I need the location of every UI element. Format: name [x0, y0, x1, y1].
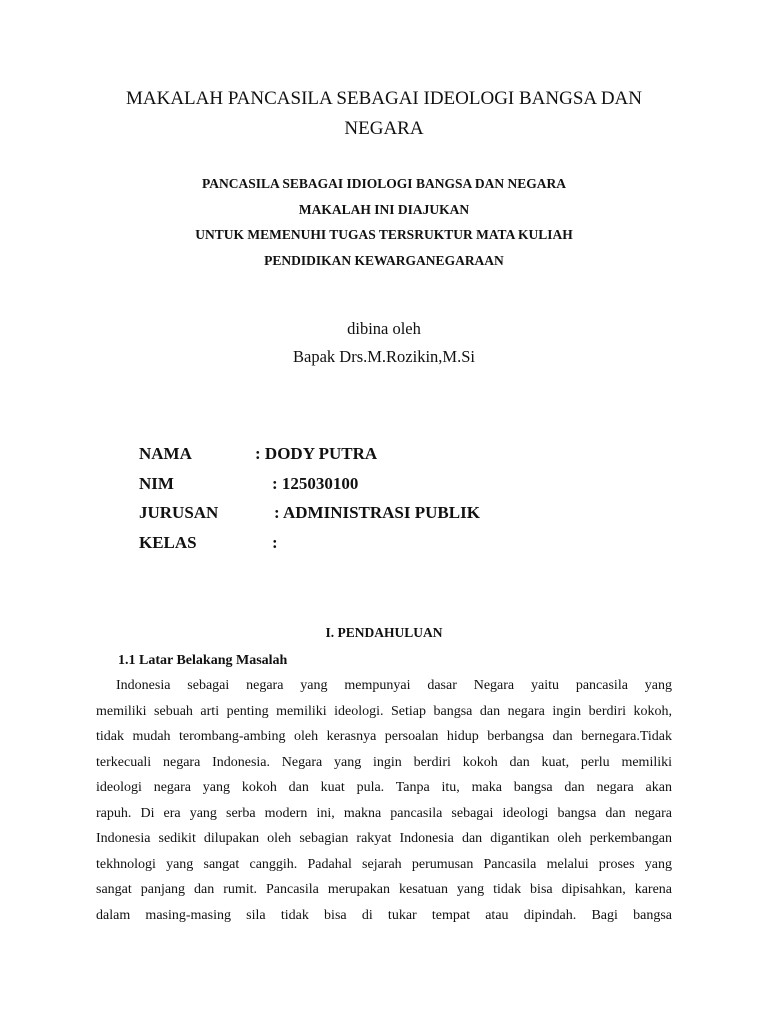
- paragraph-line: Indonesia sedikit dilupakan oleh sebagian rakyat Indonesia dan digantikan oleh perkembangan: [96, 831, 672, 846]
- paragraph-line: Indonesia sebagai negara yang mempunyai dasar Negara yaitu pancasila yang: [116, 678, 672, 693]
- paragraph-line: ideologi negara yang kokoh dan kuat pula. Tanpa itu, maka bangsa dan negara akan: [96, 780, 672, 795]
- identity-label: NIM: [139, 473, 174, 493]
- paragraph-line: sangat panjang dan rumit. Pancasila merupakan kesatuan yang tidak bisa dipisahkan, karena: [96, 882, 672, 897]
- section-heading: I. PENDAHULUAN: [325, 625, 443, 640]
- title-line: NEGARA: [344, 118, 424, 139]
- subsection-heading: 1.1 Latar Belakang Masalah: [118, 653, 288, 668]
- subtitle-line: UNTUK MEMENUHI TUGAS TERSRUKTUR MATA KULIAH: [195, 227, 573, 242]
- supervisor-name: Bapak Drs.M.Rozikin,M.Si: [293, 347, 475, 366]
- identity-value: : 125030100: [272, 473, 359, 493]
- subtitle-line: PENDIDIKAN KEWARGANEGARAAN: [264, 252, 504, 268]
- paragraph-line: tekhnologi yang sangat canggih. Padahal sejarah perumusan Pancasila melalui proses yang: [96, 856, 672, 872]
- document-title: [96, 84, 672, 144]
- subtitle-line: PANCASILA SEBAGAI IDIOLOGI BANGSA DAN NEGARA: [202, 176, 566, 191]
- identity-label: KELAS: [139, 532, 197, 552]
- paragraph-line: terkecuali negara Indonesia. Negara yang ingin berdiri kokoh dan kuat, perlu memiliki: [96, 754, 672, 770]
- identity-label: NAMA: [139, 444, 192, 463]
- supervisor-block: [96, 315, 672, 371]
- subtitle-line: MAKALAH INI DIAJUKAN: [298, 201, 470, 217]
- paragraph-line: memiliki sebuah arti penting memiliki ideologi. Setiap bangsa dan negara ingin berdiri kokoh,: [96, 703, 672, 719]
- subtitle-block: [96, 171, 672, 273]
- supervisor-intro: dibina oleh: [347, 319, 421, 338]
- identity-label: JURUSAN: [139, 503, 219, 522]
- identity-value: : DODY PUTRA: [255, 444, 378, 463]
- paragraph-line: dalam masing-masing sila tidak bisa di tukar tempat atau dipindah. Bagi bangsa: [96, 907, 672, 923]
- body-paragraph: [96, 673, 672, 928]
- paragraph-line: tidak mudah terombang-ambing oleh kerasnya persoalan hidup berbangsa dan bernegara.Tidak: [96, 729, 672, 744]
- paragraph-line: rapuh. Di era yang serba modern ini, makna pancasila sebagai ideologi bangsa dan negara: [96, 805, 672, 821]
- identity-value: : ADMINISTRASI PUBLIK: [274, 503, 480, 522]
- title-line: MAKALAH PANCASILA SEBAGAI IDEOLOGI BANGSA DAN: [125, 88, 642, 109]
- identity-value: :: [272, 532, 278, 552]
